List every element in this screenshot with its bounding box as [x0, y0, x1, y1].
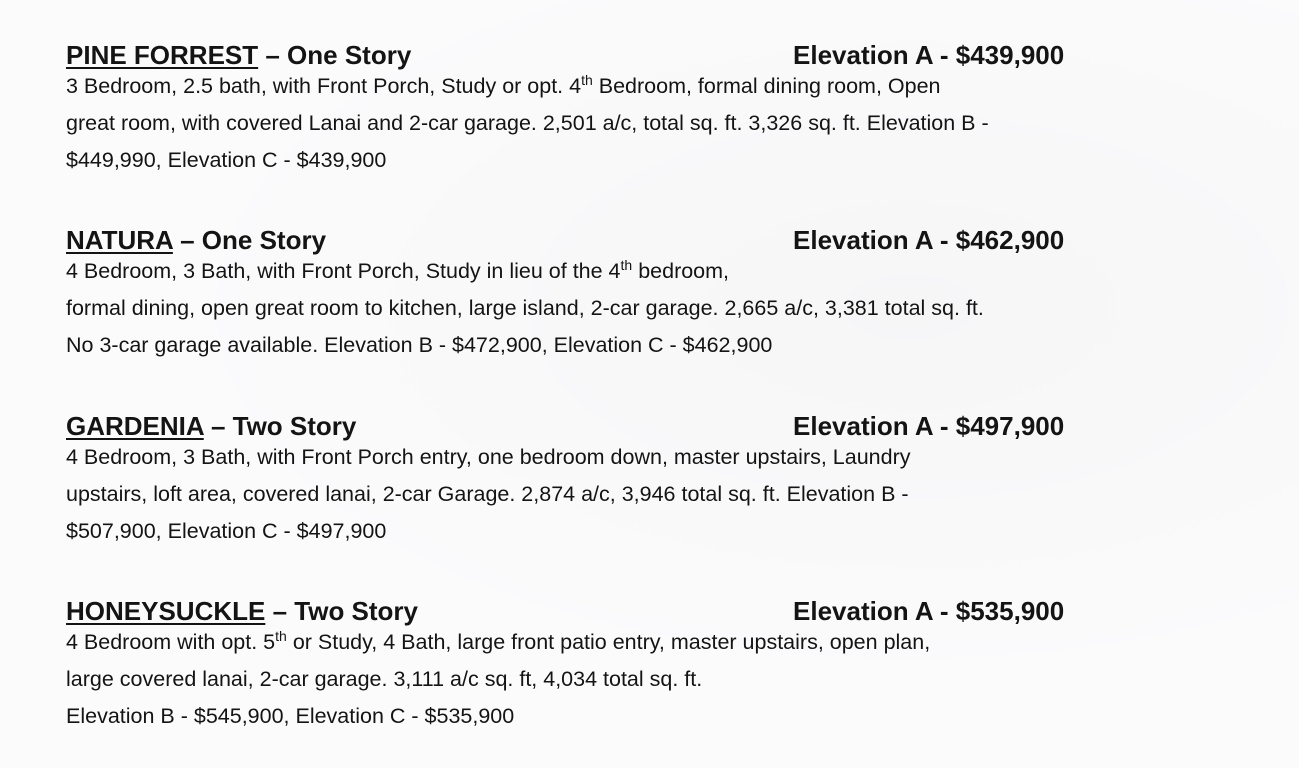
description-line: $507,900, Elevation C - $497,900	[66, 519, 387, 543]
model-name: HONEYSUCKLE	[66, 596, 266, 626]
listing-header	[66, 38, 1236, 72]
listing-header	[66, 223, 1236, 257]
listing-honeysuckle	[66, 594, 1236, 735]
model-name: PINE FORREST	[66, 40, 259, 70]
listing-description	[66, 439, 1236, 550]
description-line: 4 Bedroom, 3 Bath, with Front Porch, Study in lieu of the 4th bedroom,	[66, 256, 730, 283]
elevation-a-price: Elevation A - $439,900	[793, 40, 1065, 70]
listing-pine-forrest	[66, 38, 1236, 179]
listing-description	[66, 253, 1236, 364]
description-line: formal dining, open great room to kitchen, large island, 2-car garage. 2,665 a/c, 3,381 total sq. ft.	[66, 296, 984, 320]
listing-description	[66, 68, 1236, 179]
story-type: – One Story	[258, 40, 412, 70]
description-line: 3 Bedroom, 2.5 bath, with Front Porch, Study or opt. 4th Bedroom, formal dining room, Open	[66, 71, 941, 98]
description-line: 4 Bedroom with opt. 5th or Study, 4 Bath, large front patio entry, master upstairs, open plan,	[66, 627, 931, 654]
ordinal-suffix: th	[275, 627, 287, 644]
listing-natura	[66, 223, 1236, 364]
elevation-a-price: Elevation A - $535,900	[793, 596, 1065, 626]
description-line: large covered lanai, 2-car garage. 3,111 a/c sq. ft, 4,034 total sq. ft.	[66, 667, 703, 691]
description-line: Elevation B - $545,900, Elevation C - $535,900	[66, 704, 515, 728]
ordinal-suffix: th	[620, 256, 633, 273]
story-type: – Two Story	[265, 596, 419, 626]
elevation-a-price: Elevation A - $462,900	[793, 225, 1065, 255]
description-line: 4 Bedroom, 3 Bath, with Front Porch entry, one bedroom down, master upstairs, Laundry	[66, 445, 911, 469]
description-line: No 3-car garage available. Elevation B - $472,900, Elevation C - $462,900	[66, 333, 773, 357]
description-line: $449,990, Elevation C - $439,900	[66, 148, 387, 172]
listing-header	[66, 594, 1236, 628]
story-type: – One Story	[172, 225, 327, 255]
model-name: NATURA	[66, 225, 173, 255]
story-type: – Two Story	[203, 411, 357, 441]
listing-description	[66, 624, 1236, 735]
model-name: GARDENIA	[66, 411, 204, 441]
listing-gardenia	[66, 409, 1236, 550]
description-line: upstairs, loft area, covered lanai, 2-car Garage. 2,874 a/c, 3,946 total sq. ft. Elevation B -	[66, 482, 909, 506]
listing-header	[66, 409, 1236, 443]
description-line: great room, with covered Lanai and 2-car garage. 2,501 a/c, total sq. ft. 3,326 sq. ft. Elevation B -	[66, 111, 989, 135]
elevation-a-price: Elevation A - $497,900	[793, 411, 1065, 441]
ordinal-suffix: th	[581, 71, 593, 88]
